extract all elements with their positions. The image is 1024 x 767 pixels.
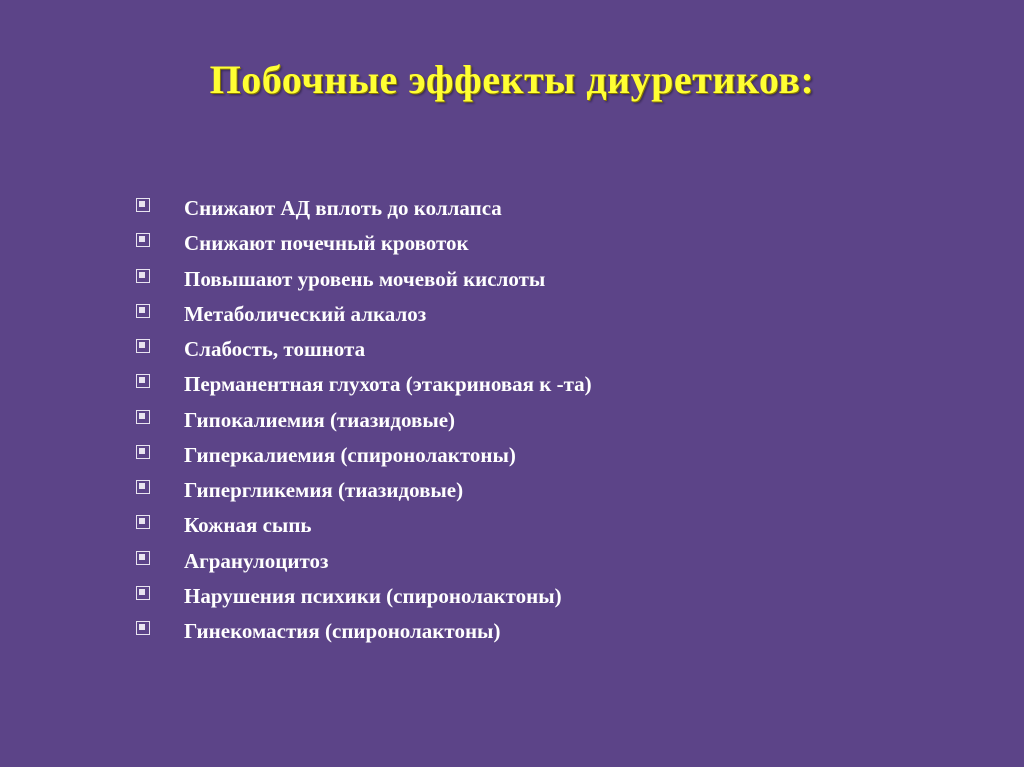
square-bullet-icon (136, 374, 150, 388)
square-bullet-icon (136, 198, 150, 212)
square-bullet-icon (136, 233, 150, 247)
list-item (136, 619, 936, 644)
list-item-label: Повышают уровень мочевой кислоты (184, 266, 546, 291)
list-item (136, 372, 936, 397)
square-bullet-icon (136, 445, 150, 459)
bullet-list (136, 196, 936, 654)
square-bullet-icon (136, 339, 150, 353)
list-item-label: Снижают почечный кровоток (184, 231, 469, 256)
list-item (136, 267, 936, 292)
square-bullet-icon (136, 269, 150, 283)
square-bullet-icon (136, 621, 150, 635)
list-item-label: Агранулоцитоз (184, 548, 329, 573)
list-item-label: Гипокалиемия (тиазидовые) (184, 407, 456, 432)
square-bullet-icon (136, 410, 150, 424)
list-item (136, 549, 936, 574)
square-bullet-icon (136, 480, 150, 494)
list-item-label: Перманентная глухота (этакриновая к -та) (184, 372, 592, 397)
list-item (136, 443, 936, 468)
list-item (136, 584, 936, 609)
list-item-label: Метаболический алкалоз (184, 301, 427, 326)
list-item-label: Слабость, тошнота (184, 337, 366, 362)
square-bullet-icon (136, 515, 150, 529)
list-item-label: Гиперкалиемия (спиронолактоны) (184, 442, 516, 467)
list-item (136, 196, 936, 221)
square-bullet-icon (136, 551, 150, 565)
list-item-label: Снижают АД вплоть до коллапса (184, 196, 502, 220)
list-item-label: Кожная сыпь (184, 513, 312, 538)
list-item-label: Гинекомастия (спиронолактоны) (184, 619, 501, 644)
square-bullet-icon (136, 586, 150, 600)
list-item (136, 302, 936, 327)
list-item (136, 408, 936, 433)
list-item (136, 231, 936, 256)
list-item-label: Нарушения психики (спиронолактоны) (184, 583, 562, 608)
list-item (136, 337, 936, 362)
list-item (136, 513, 936, 538)
page-title: Побочные эффекты диуретиков: (209, 57, 815, 102)
list-item (136, 478, 936, 503)
list-item-label: Гипергликемия (тиазидовые) (184, 478, 464, 503)
square-bullet-icon (136, 304, 150, 318)
